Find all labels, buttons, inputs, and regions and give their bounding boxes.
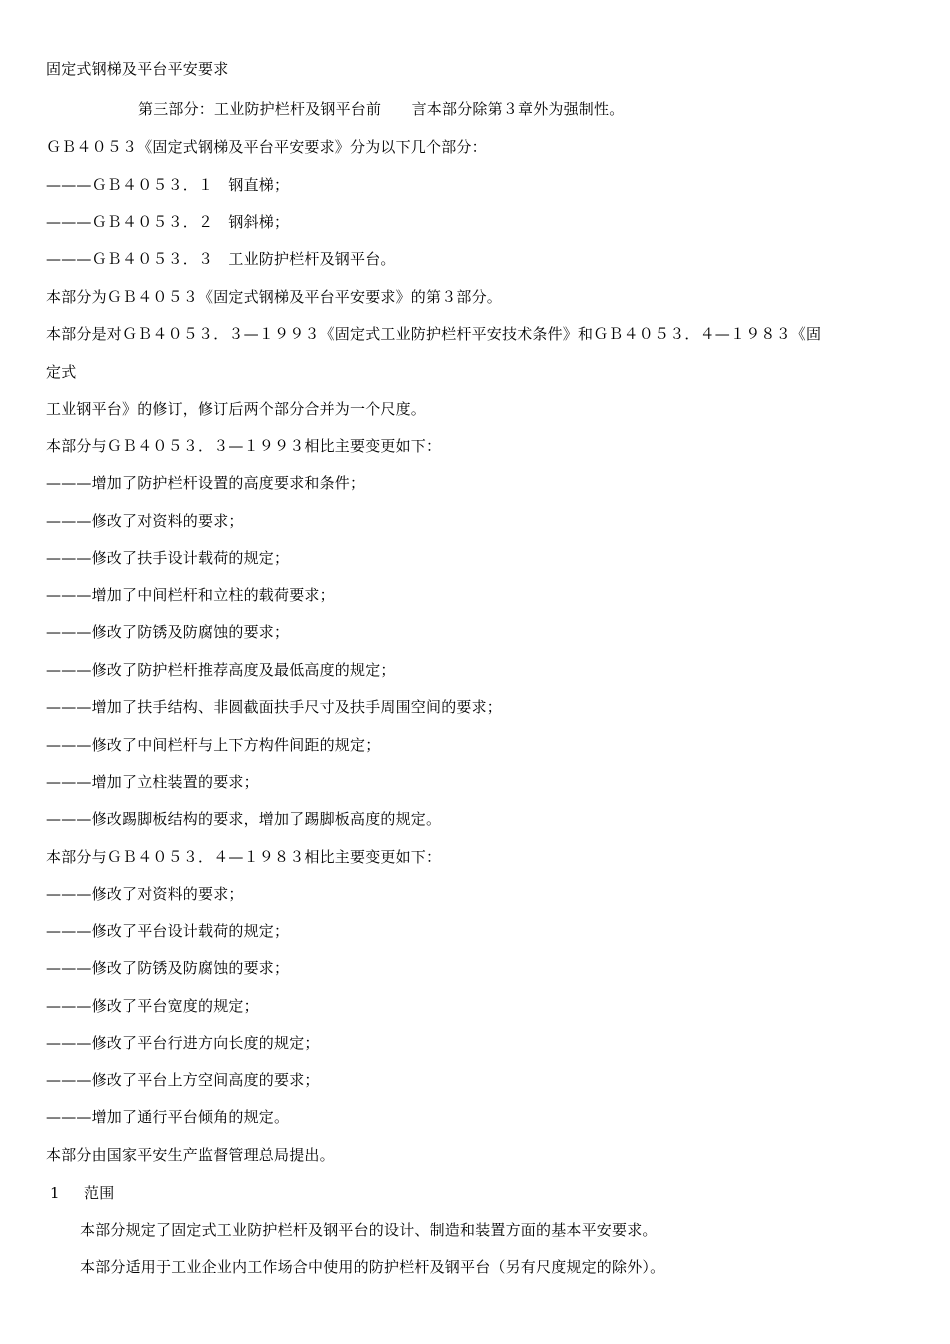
list-item: ———修改了防锈及防腐蚀的要求； [46, 959, 290, 977]
changes-b-intro: 本部分与ＧＢ４０５３．４—１９８３相比主要变更如下： [46, 848, 442, 866]
list-item: ———增加了立柱装置的要求； [46, 773, 259, 791]
section-title: 范围 [84, 1184, 115, 1202]
list-item: ———ＧＢ４０５３．３ 工业防护栏杆及钢平台。 [46, 250, 396, 268]
part-heading: 第三部分：工业防护栏杆及钢平台前 言本部分除第３章外为强制性。 [138, 100, 625, 118]
intro-paragraph: ＧＢ４０５３《固定式钢梯及平台平安要求》分为以下几个部分： [46, 138, 487, 156]
proposed-by-paragraph: 本部分由国家平安生产监督管理总局提出。 [46, 1146, 335, 1164]
list-item: ———增加了防护栏杆设置的高度要求和条件； [46, 474, 366, 492]
scope-paragraph-2: 本部分适用于工业企业内工作场合中使用的防护栏杆及钢平台（另有尺度规定的除外）。 [80, 1258, 666, 1276]
list-item: ———修改了平台宽度的规定； [46, 997, 259, 1015]
section-number: 1 [50, 1184, 60, 1202]
list-item: ———修改了平台行进方向长度的规定； [46, 1034, 320, 1052]
list-item: ———ＧＢ４０５３．１ 钢直梯； [46, 176, 290, 194]
section-heading [46, 1183, 916, 1203]
list-item: ———修改了中间栏杆与上下方构件间距的规定； [46, 736, 381, 754]
part-of-paragraph: 本部分为ＧＢ４０５３《固定式钢梯及平台平安要求》的第３部分。 [46, 288, 503, 306]
list-item: ———修改了扶手设计载荷的规定； [46, 549, 290, 567]
scope-paragraph-1: 本部分规定了固定式工业防护栏杆及钢平台的设计、制造和装置方面的基本平安要求。 [80, 1221, 658, 1239]
document-title: 固定式钢梯及平台平安要求 [46, 60, 229, 78]
list-item: ———修改踢脚板结构的要求，增加了踢脚板高度的规定。 [46, 810, 442, 828]
list-item: ———修改了平台设计载荷的规定； [46, 922, 290, 940]
changes-a-intro: 本部分与ＧＢ４０５３．３—１９９３相比主要变更如下： [46, 437, 442, 455]
revision-paragraph-line-2: 定式 [46, 363, 77, 381]
list-item: ———增加了扶手结构、非圆截面扶手尺寸及扶手周围空间的要求； [46, 698, 503, 716]
list-item: ———修改了对资料的要求； [46, 512, 244, 530]
list-item: ———修改了防护栏杆推荐高度及最低高度的规定； [46, 661, 396, 679]
list-item: ———修改了平台上方空间高度的要求； [46, 1071, 320, 1089]
list-item: ———增加了中间栏杆和立柱的载荷要求； [46, 586, 335, 604]
revision-paragraph-line-3: 工业钢平台》的修订，修订后两个部分合并为一个尺度。 [46, 400, 427, 418]
list-item: ———增加了通行平台倾角的规定。 [46, 1108, 290, 1126]
list-item: ———修改了防锈及防腐蚀的要求； [46, 623, 290, 641]
list-item: ———修改了对资料的要求； [46, 885, 244, 903]
revision-paragraph-line-1: 本部分是对ＧＢ４０５３．３—１９９３《固定式工业防护栏杆平安技术条件》和ＧＢ４０５３．４—１９８３《固 [46, 325, 822, 343]
list-item: ———ＧＢ４０５３．２ 钢斜梯； [46, 213, 290, 231]
